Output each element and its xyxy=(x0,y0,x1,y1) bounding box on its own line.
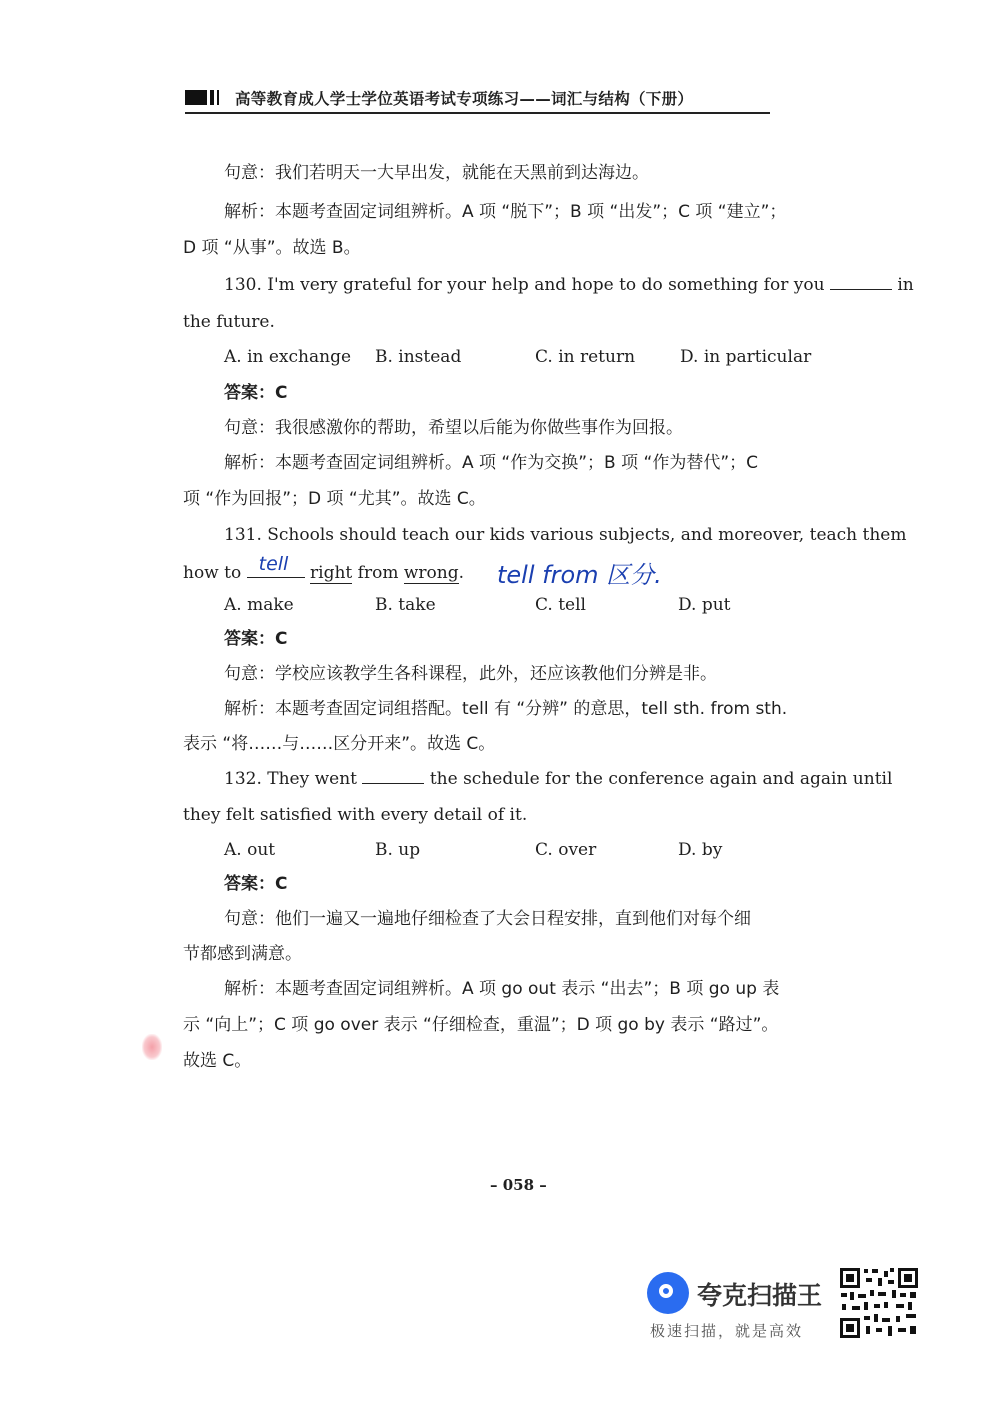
question-132-meaning-line2: 节都感到满意。 xyxy=(183,944,302,964)
running-header xyxy=(185,86,770,112)
question-132-analysis-line2: 示 “向上”；C 项 go over 表示 “仔细检查，重温”；D 项 go by 表示 “路过”。 xyxy=(183,1015,779,1035)
question-132-stem-rest: the schedule for the conference again and again until xyxy=(429,769,893,789)
margin-ink-mark xyxy=(142,1034,162,1060)
question-130-analysis-line1: 解析：本题考查固定词组辨析。A 项 “作为交换”；B 项 “作为替代”；C xyxy=(224,453,759,473)
question-131-option-b: B. take xyxy=(375,595,436,615)
question-132-stem-line2: they felt satisfied with every detail of it. xyxy=(183,805,528,825)
underlined-word-right: right xyxy=(310,563,353,583)
question-131-answer: 答案：C xyxy=(224,629,288,649)
scanner-logo-icon xyxy=(647,1272,689,1314)
question-130-meaning: 句意：我很感激你的帮助，希望以后能为你做些事作为回报。 xyxy=(224,418,683,438)
question-132-meaning-line1: 句意：他们一遍又一遍地仔细检查了大会日程安排，直到他们对每个细 xyxy=(224,909,751,929)
question-130-option-c: C. in return xyxy=(535,347,636,367)
question-131-analysis-line1: 解析：本题考查固定词组搭配。tell 有 “分辨” 的意思，tell sth. from sth. xyxy=(224,699,788,719)
question-131-option-d: D. put xyxy=(678,595,731,615)
header-decoration-bar xyxy=(210,90,214,105)
question-130-stem-tail: in xyxy=(897,275,914,295)
analysis-129-line2: D 项 “从事”。故选 B。 xyxy=(183,238,361,258)
question-130-stem-line1 xyxy=(224,274,914,296)
question-131-analysis-line2: 表示 “将……与……区分开来”。故选 C。 xyxy=(183,734,496,754)
header-title: 高等教育成人学士学位英语考试专项练习——词汇与结构（下册） xyxy=(235,90,694,108)
question-130-stem-text: 130. I'm very grateful for your help and hope to do something for you xyxy=(224,275,825,295)
handwritten-note: tell from 区分. xyxy=(497,561,662,589)
question-132-option-a: A. out xyxy=(224,840,276,860)
question-131-stem-start: how to xyxy=(183,563,242,583)
header-decoration-bar xyxy=(217,90,219,105)
watermark-subtitle: 极速扫描，就是高效 xyxy=(650,1322,804,1340)
qr-code-icon xyxy=(838,1266,920,1340)
handwritten-answer-blank xyxy=(247,553,305,578)
question-131-word-from: from xyxy=(357,563,399,583)
answer-blank xyxy=(830,275,892,290)
question-130-option-b: B. instead xyxy=(375,347,462,367)
watermark-title: 夸克扫描王 xyxy=(697,1281,823,1310)
question-132-option-d: D. by xyxy=(678,840,723,860)
question-130-option-a: A. in exchange xyxy=(224,347,352,367)
question-130-option-d: D. in particular xyxy=(680,347,812,367)
analysis-129-line1: 解析：本题考查固定词组辨析。A 项 “脱下”；B 项 “出发”；C 项 “建立”； xyxy=(224,202,787,222)
question-130-stem-line2: the future. xyxy=(183,312,275,332)
sentence-meaning-129: 句意：我们若明天一大早出发，就能在天黑前到达海边。 xyxy=(224,163,649,183)
question-131-period: . xyxy=(458,563,465,583)
handwritten-answer: tell xyxy=(258,553,289,575)
question-132-option-c: C. over xyxy=(535,840,597,860)
question-131-meaning: 句意：学校应该教学生各科课程，此外，还应该教他们分辨是非。 xyxy=(224,664,717,684)
question-131-stem-line2 xyxy=(183,553,465,584)
question-131-option-c: C. tell xyxy=(535,595,586,615)
underlined-word-wrong: wrong xyxy=(403,563,459,583)
question-132-stem-line1 xyxy=(224,768,892,790)
question-131-option-a: A. make xyxy=(224,595,294,615)
question-131-stem-line1: 131. Schools should teach our kids various subjects, and moreover, teach them xyxy=(224,525,907,545)
question-132-option-b: B. up xyxy=(375,840,421,860)
question-132-stem-start: 132. They went xyxy=(224,769,358,789)
question-132-analysis-line1: 解析：本题考查固定词组辨析。A 项 go out 表示 “出去”；B 项 go up 表 xyxy=(224,979,780,999)
question-130-answer: 答案：C xyxy=(224,383,288,403)
answer-blank xyxy=(362,769,424,784)
question-132-answer: 答案：C xyxy=(224,874,288,894)
question-132-analysis-line3: 故选 C。 xyxy=(183,1051,252,1071)
header-decoration-block xyxy=(185,90,207,105)
header-rule xyxy=(185,112,770,114)
page-number: – 058 – xyxy=(490,1176,547,1194)
question-130-analysis-line2: 项 “作为回报”；D 项 “尤其”。故选 C。 xyxy=(183,489,486,509)
